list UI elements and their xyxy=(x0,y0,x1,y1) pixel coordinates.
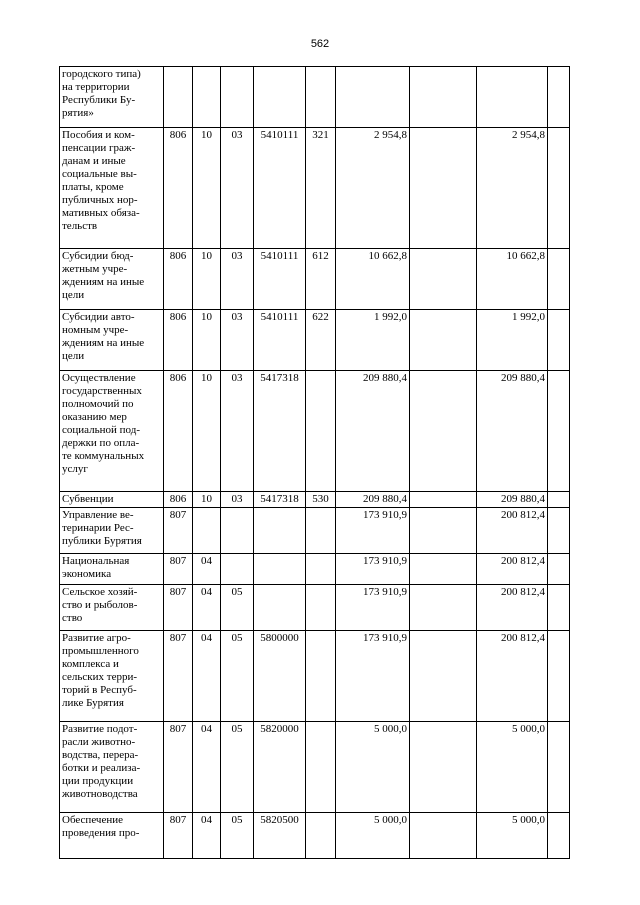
amount-cell xyxy=(548,554,570,585)
amount-cell xyxy=(410,554,477,585)
table-body xyxy=(60,67,570,859)
row-name-cell: Развитие подот- расли животно- водства, перера- ботки и реализа- ции продукции животноводства xyxy=(60,722,164,813)
row-name-cell: городского типа) на территории Республики Бу- рятия» xyxy=(60,67,164,128)
amount-cell: 200 812,4 xyxy=(477,554,548,585)
ministry-code-cell: 806 xyxy=(164,310,193,371)
section-code-cell: 10 xyxy=(193,128,221,249)
ministry-code-cell: 807 xyxy=(164,631,193,722)
table-row xyxy=(60,631,570,722)
row-name-cell: Развитие агро- промышленного комплекса и сельских терри- торий в Респуб- лике Бурятия xyxy=(60,631,164,722)
amount-cell xyxy=(410,631,477,722)
expense-type-cell: 612 xyxy=(306,249,336,310)
amount-cell: 2 954,8 xyxy=(336,128,410,249)
amount-cell xyxy=(548,371,570,492)
section-code-cell: 04 xyxy=(193,722,221,813)
expense-type-cell: 622 xyxy=(306,310,336,371)
amount-cell: 5 000,0 xyxy=(477,813,548,859)
row-name-cell: Осуществление государственных полномочий по оказанию мер социальной под- держки по опла- те коммунальных услуг xyxy=(60,371,164,492)
subsection-code-cell xyxy=(221,554,254,585)
row-name-cell: Субсидии бюд- жетным учре- ждениям на иные цели xyxy=(60,249,164,310)
amount-cell xyxy=(336,67,410,128)
expense-type-cell xyxy=(306,631,336,722)
amount-cell: 173 910,9 xyxy=(336,554,410,585)
amount-cell xyxy=(410,67,477,128)
amount-cell: 5 000,0 xyxy=(477,722,548,813)
amount-cell: 173 910,9 xyxy=(336,585,410,631)
amount-cell: 1 992,0 xyxy=(477,310,548,371)
section-code-cell xyxy=(193,508,221,554)
section-code-cell: 10 xyxy=(193,249,221,310)
table-row xyxy=(60,508,570,554)
budget-table xyxy=(59,66,570,859)
subsection-code-cell: 05 xyxy=(221,631,254,722)
target-article-cell: 5820500 xyxy=(254,813,306,859)
amount-cell xyxy=(548,508,570,554)
ministry-code-cell: 806 xyxy=(164,371,193,492)
section-code-cell xyxy=(193,67,221,128)
target-article-cell xyxy=(254,508,306,554)
page-number: 562 xyxy=(310,38,330,50)
expense-type-cell xyxy=(306,371,336,492)
subsection-code-cell xyxy=(221,67,254,128)
target-article-cell: 5820000 xyxy=(254,722,306,813)
target-article-cell xyxy=(254,554,306,585)
ministry-code-cell: 807 xyxy=(164,508,193,554)
row-name-cell: Субсидии авто- номным учре- ждениям на иные цели xyxy=(60,310,164,371)
subsection-code-cell: 03 xyxy=(221,492,254,508)
amount-cell xyxy=(548,128,570,249)
table-row xyxy=(60,67,570,128)
amount-cell xyxy=(548,310,570,371)
amount-cell: 209 880,4 xyxy=(336,492,410,508)
amount-cell: 10 662,8 xyxy=(477,249,548,310)
amount-cell: 209 880,4 xyxy=(336,371,410,492)
subsection-code-cell: 03 xyxy=(221,128,254,249)
amount-cell: 200 812,4 xyxy=(477,585,548,631)
amount-cell xyxy=(410,813,477,859)
table-row xyxy=(60,492,570,508)
section-code-cell: 10 xyxy=(193,492,221,508)
row-name-cell: Управление ве- теринарии Рес- публики Бурятия xyxy=(60,508,164,554)
amount-cell xyxy=(477,67,548,128)
subsection-code-cell: 05 xyxy=(221,813,254,859)
target-article-cell: 5410111 xyxy=(254,128,306,249)
ministry-code-cell: 806 xyxy=(164,128,193,249)
amount-cell xyxy=(548,631,570,722)
target-article-cell: 5800000 xyxy=(254,631,306,722)
subsection-code-cell: 05 xyxy=(221,722,254,813)
amount-cell xyxy=(410,128,477,249)
table-row xyxy=(60,554,570,585)
target-article-cell: 5417318 xyxy=(254,492,306,508)
row-name-cell: Сельское хозяй- ство и рыболов- ство xyxy=(60,585,164,631)
subsection-code-cell: 05 xyxy=(221,585,254,631)
section-code-cell: 04 xyxy=(193,585,221,631)
amount-cell xyxy=(410,722,477,813)
amount-cell xyxy=(548,722,570,813)
expense-type-cell xyxy=(306,585,336,631)
amount-cell xyxy=(410,249,477,310)
expense-type-cell: 530 xyxy=(306,492,336,508)
row-name-cell: Субвенции xyxy=(60,492,164,508)
amount-cell: 173 910,9 xyxy=(336,508,410,554)
table-row xyxy=(60,371,570,492)
amount-cell xyxy=(410,371,477,492)
amount-cell xyxy=(410,310,477,371)
row-name-cell: Обеспечение проведения про- xyxy=(60,813,164,859)
ministry-code-cell: 806 xyxy=(164,492,193,508)
ministry-code-cell: 807 xyxy=(164,813,193,859)
expense-type-cell xyxy=(306,67,336,128)
amount-cell: 5 000,0 xyxy=(336,813,410,859)
target-article-cell xyxy=(254,67,306,128)
expense-type-cell xyxy=(306,508,336,554)
target-article-cell: 5410111 xyxy=(254,310,306,371)
amount-cell: 209 880,4 xyxy=(477,492,548,508)
amount-cell xyxy=(548,492,570,508)
subsection-code-cell: 03 xyxy=(221,310,254,371)
amount-cell: 5 000,0 xyxy=(336,722,410,813)
subsection-code-cell xyxy=(221,508,254,554)
target-article-cell: 5410111 xyxy=(254,249,306,310)
table-row xyxy=(60,813,570,859)
table-row xyxy=(60,310,570,371)
expense-type-cell xyxy=(306,722,336,813)
table-row xyxy=(60,249,570,310)
expense-type-cell xyxy=(306,554,336,585)
amount-cell xyxy=(548,249,570,310)
section-code-cell: 04 xyxy=(193,554,221,585)
target-article-cell xyxy=(254,585,306,631)
table-row xyxy=(60,585,570,631)
ministry-code-cell: 807 xyxy=(164,554,193,585)
amount-cell: 1 992,0 xyxy=(336,310,410,371)
subsection-code-cell: 03 xyxy=(221,371,254,492)
section-code-cell: 04 xyxy=(193,631,221,722)
table-row xyxy=(60,128,570,249)
expense-type-cell xyxy=(306,813,336,859)
amount-cell: 2 954,8 xyxy=(477,128,548,249)
subsection-code-cell: 03 xyxy=(221,249,254,310)
section-code-cell: 10 xyxy=(193,310,221,371)
section-code-cell: 04 xyxy=(193,813,221,859)
amount-cell: 200 812,4 xyxy=(477,631,548,722)
ministry-code-cell: 806 xyxy=(164,249,193,310)
amount-cell xyxy=(548,67,570,128)
amount-cell xyxy=(548,585,570,631)
ministry-code-cell: 807 xyxy=(164,585,193,631)
row-name-cell: Национальная экономика xyxy=(60,554,164,585)
amount-cell: 200 812,4 xyxy=(477,508,548,554)
amount-cell xyxy=(410,508,477,554)
row-name-cell: Пособия и ком- пенсации граж- данам и иные социальные вы- платы, кроме публичных нор- мативных обяза- тельств xyxy=(60,128,164,249)
ministry-code-cell: 807 xyxy=(164,722,193,813)
table-row xyxy=(60,722,570,813)
amount-cell: 173 910,9 xyxy=(336,631,410,722)
section-code-cell: 10 xyxy=(193,371,221,492)
target-article-cell: 5417318 xyxy=(254,371,306,492)
amount-cell xyxy=(410,492,477,508)
amount-cell: 10 662,8 xyxy=(336,249,410,310)
ministry-code-cell xyxy=(164,67,193,128)
amount-cell: 209 880,4 xyxy=(477,371,548,492)
amount-cell xyxy=(410,585,477,631)
amount-cell xyxy=(548,813,570,859)
expense-type-cell: 321 xyxy=(306,128,336,249)
